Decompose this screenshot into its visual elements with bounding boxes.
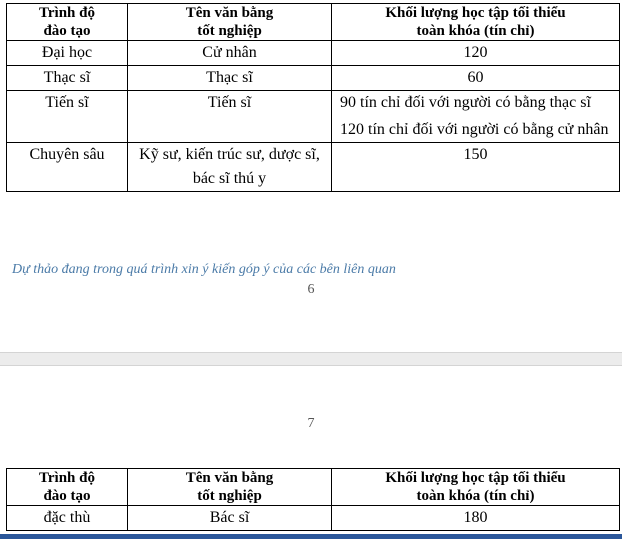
- cell-degree: Thạc sĩ: [128, 66, 332, 91]
- cell-credits: 120: [332, 41, 620, 66]
- cell-degree: Bác sĩ: [128, 506, 332, 531]
- cell-level: Thạc sĩ: [7, 66, 128, 91]
- cell-degree: Cử nhân: [128, 41, 332, 66]
- page-separator: [0, 352, 622, 366]
- credits-line: 90 tín chỉ đối với người có bằng thạc sĩ: [340, 94, 591, 111]
- cell-credits: 60: [332, 66, 620, 91]
- header-level: Trình độ đào tạo: [7, 469, 128, 506]
- header-degree: Tên văn bằng tốt nghiệp: [128, 469, 332, 506]
- cell-degree: Tiến sĩ: [128, 91, 332, 143]
- cell-degree: Kỹ sư, kiến trúc sư, dược sĩ, bác sĩ thú y: [128, 143, 332, 192]
- header-credits: Khối lượng học tập tối thiểu toàn khóa (tín chỉ): [332, 4, 620, 41]
- cell-level: Chuyên sâu: [7, 143, 128, 192]
- cell-level: đặc thù: [7, 506, 128, 531]
- cell-level: Tiến sĩ: [7, 91, 128, 143]
- table-row: [7, 506, 620, 531]
- page-number: 7: [307, 416, 315, 431]
- cell-level: Đại học: [7, 41, 128, 66]
- table-row: [7, 143, 620, 192]
- table-header-row: [7, 4, 620, 41]
- cell-credits: [332, 91, 620, 143]
- cell-credits: 180: [332, 506, 620, 531]
- header-degree: Tên văn bằng tốt nghiệp: [128, 4, 332, 41]
- cell-credits: 150: [332, 143, 620, 192]
- training-credits-table: [6, 3, 620, 192]
- table-row: [7, 91, 620, 143]
- header-credits: Khối lượng học tập tối thiểu toàn khóa (tín chỉ): [332, 469, 620, 506]
- status-bar-edge: [0, 534, 622, 539]
- header-level: Trình độ đào tạo: [7, 4, 128, 41]
- draft-note: Dự thảo đang trong quá trình xin ý kiến góp ý của các bên liên quan: [12, 262, 396, 277]
- table-row: [7, 41, 620, 66]
- training-credits-table-continued: [6, 468, 620, 531]
- table-header-row: [7, 469, 620, 506]
- table-row: [7, 66, 620, 91]
- credits-line: 120 tín chỉ đối với người có bằng cử nhân: [340, 121, 609, 138]
- page-number: 6: [307, 282, 315, 297]
